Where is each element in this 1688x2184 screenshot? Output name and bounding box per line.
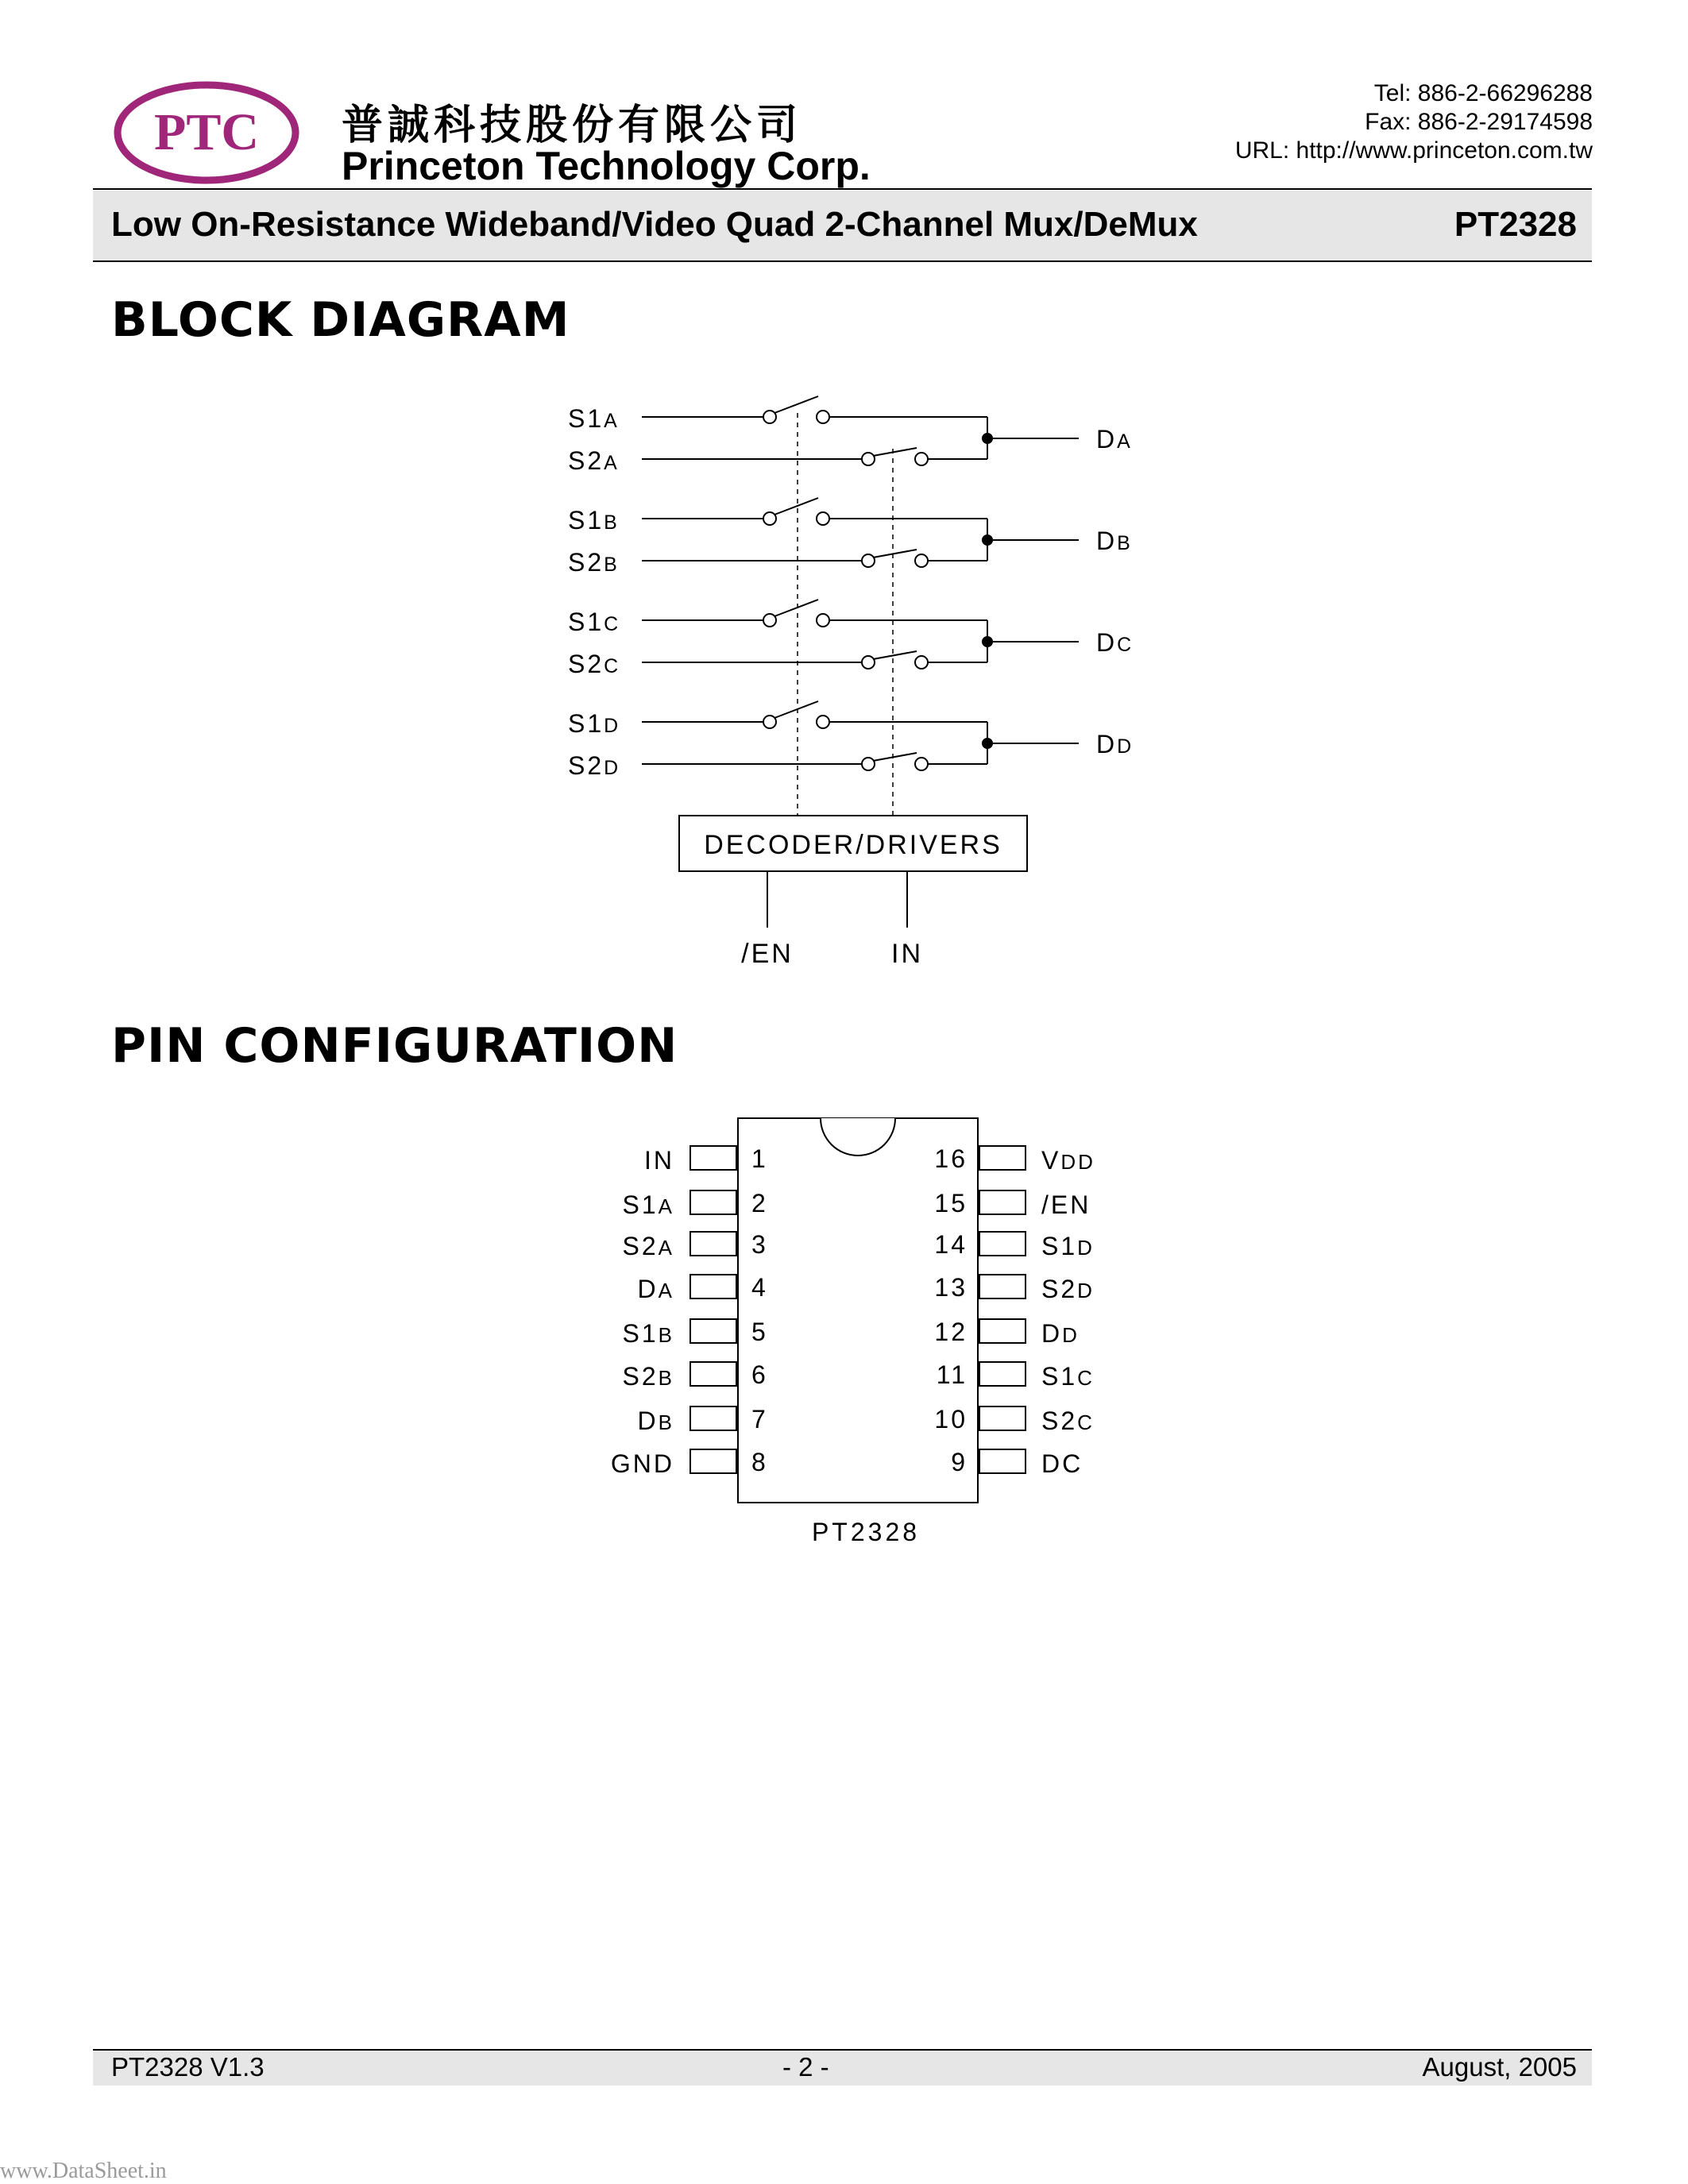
pin-number-2: 2 <box>751 1189 766 1217</box>
switch-blade <box>774 498 818 515</box>
pin-name-main: S2 <box>622 1232 659 1260</box>
pin-name-7 <box>638 1406 674 1435</box>
label-d-b-main: D <box>1096 527 1118 555</box>
switch-contact <box>817 411 829 423</box>
pin-name-8 <box>611 1449 674 1478</box>
switch-blade <box>774 701 818 718</box>
label-s2-b <box>568 548 620 577</box>
switch-blade <box>873 550 917 558</box>
label-s1-d <box>568 709 620 738</box>
pin-pad-8 <box>690 1449 736 1473</box>
pin-name-sub: C <box>1077 1366 1095 1390</box>
label-s1-d-sub: D <box>604 715 621 737</box>
pin-name-5 <box>623 1319 674 1348</box>
pin-number-7: 7 <box>751 1405 766 1433</box>
pin-number-9: 9 <box>951 1448 968 1476</box>
pin-name-main: S1 <box>1041 1232 1078 1260</box>
label-s2-c-sub: C <box>604 655 621 677</box>
pin-pad-13 <box>979 1275 1026 1298</box>
pin-pad-16 <box>979 1146 1026 1170</box>
footer-date: August, 2005 <box>1422 2052 1577 2082</box>
label-d-a-sub: A <box>1117 430 1133 453</box>
pin-name-sub: A <box>658 1194 674 1218</box>
pin-name-10 <box>1041 1406 1095 1435</box>
pin-name-1 <box>644 1146 674 1175</box>
pin-pad-4 <box>690 1275 736 1298</box>
label-s2-d <box>568 751 620 780</box>
pin-name-main: S2 <box>1041 1275 1078 1303</box>
pin-name-main: S2 <box>1041 1406 1078 1435</box>
pin-number-8: 8 <box>751 1448 766 1476</box>
switch-blade <box>774 600 818 616</box>
pin-name-sub: B <box>658 1410 674 1434</box>
contact-url: URL: http://www.princeton.com.tw <box>1234 137 1593 164</box>
pin-name-15 <box>1041 1190 1091 1219</box>
section-heading-pin-configuration: PIN CONFIGURATION <box>111 1018 678 1074</box>
switch-contact <box>862 453 875 465</box>
decoder-label: DECODER/DRIVERS <box>704 830 1002 860</box>
pin-configuration <box>611 1118 1095 1546</box>
switch-contact <box>763 411 776 423</box>
pin-name-main: /EN <box>1041 1190 1091 1219</box>
chip-body <box>738 1118 978 1503</box>
pin-name-2 <box>623 1190 674 1219</box>
pin-name-6 <box>623 1362 674 1391</box>
logo-text: PTC <box>154 103 259 161</box>
footer-version: PT2328 V1.3 <box>111 2052 265 2082</box>
switch-contact <box>862 758 875 770</box>
switch-blade <box>873 651 917 659</box>
pin-pad-10 <box>979 1406 1026 1430</box>
label-d-c-sub: C <box>1117 634 1134 656</box>
switch-contact <box>915 656 928 669</box>
pin-name-main: GND <box>610 1449 674 1478</box>
switch-contact <box>817 512 829 525</box>
pin-number-3: 3 <box>751 1230 766 1259</box>
pin-name-sub: D <box>1077 1236 1095 1260</box>
pin-pad-14 <box>979 1232 1026 1256</box>
switch-contact <box>915 758 928 770</box>
switch-contact <box>862 554 875 567</box>
label-d-a-main: D <box>1096 425 1118 453</box>
pin-pad-6 <box>690 1362 736 1386</box>
label-s1-b <box>568 506 620 534</box>
pin-name-12 <box>1041 1319 1080 1348</box>
pin-number-16: 16 <box>934 1144 968 1173</box>
label-d-d <box>1096 730 1134 758</box>
label-s1-c-sub: C <box>604 613 621 635</box>
label-s2-d-main: S2 <box>568 751 605 780</box>
pin-pad-9 <box>979 1449 1026 1473</box>
pin-number-5: 5 <box>751 1318 766 1346</box>
label-s1-c <box>568 608 620 636</box>
pin-pad-15 <box>979 1190 1026 1214</box>
chip-notch <box>821 1118 895 1156</box>
label-s2-d-sub: D <box>604 757 621 779</box>
pin-number-15: 15 <box>934 1189 968 1217</box>
pin-name-main: S1 <box>1041 1362 1078 1391</box>
part-number: PT2328 <box>1454 205 1577 244</box>
pin-name-sub: B <box>658 1366 674 1390</box>
label-d-d-main: D <box>1096 730 1118 758</box>
pin-name-main: S2 <box>622 1362 659 1391</box>
label-s2-c-main: S2 <box>568 650 605 678</box>
pin-name-3 <box>623 1232 674 1260</box>
pin-name-main: DC <box>1041 1449 1083 1478</box>
chip-label: PT2328 <box>811 1518 921 1546</box>
label-d-d-sub: D <box>1117 735 1134 758</box>
pin-number-12: 12 <box>934 1318 968 1346</box>
switch-contact <box>763 512 776 525</box>
switch-contact <box>817 614 829 627</box>
switch-contact <box>817 716 829 728</box>
pin-name-main: D <box>1041 1319 1063 1348</box>
pin-pad-5 <box>690 1319 736 1343</box>
pin-name-main: V <box>1041 1146 1061 1175</box>
label-d-c <box>1096 628 1134 657</box>
label-s2-a-sub: A <box>604 452 620 474</box>
label-s2-b-sub: B <box>604 554 620 576</box>
label-s1-c-main: S1 <box>568 608 605 636</box>
label-s1-b-main: S1 <box>568 506 605 534</box>
contact-tel: Tel: 886-2-66296288 <box>1373 80 1593 106</box>
switch-blade <box>873 448 917 456</box>
company-name-english: Princeton Technology Corp. <box>342 144 871 188</box>
pin-pad-7 <box>690 1406 736 1430</box>
switch-contact <box>915 453 928 465</box>
label-s1-b-sub: B <box>604 511 620 534</box>
switch-blade <box>873 753 917 761</box>
label-s1-a-sub: A <box>604 410 620 432</box>
pin-pad-2 <box>690 1190 736 1214</box>
pin-name-sub: D <box>1077 1279 1095 1302</box>
company-name-chinese: 普誠科技股份有限公司 <box>342 102 803 149</box>
pin-pad-3 <box>690 1232 736 1256</box>
label-s1-d-main: S1 <box>568 709 605 738</box>
label-d-b <box>1096 527 1133 555</box>
section-heading-block-diagram: BLOCK DIAGRAM <box>111 292 570 348</box>
switch-contact <box>915 554 928 567</box>
switch-contact <box>763 614 776 627</box>
label-s1-a-main: S1 <box>568 404 605 433</box>
pin-pad-1 <box>690 1146 736 1170</box>
footer-bar <box>93 2051 1592 2086</box>
document-title: Low On-Resistance Wideband/Video Quad 2-Channel Mux/DeMux <box>111 205 1198 244</box>
pin-name-main: S1 <box>622 1319 659 1348</box>
watermark: www.DataSheet.in <box>0 2159 167 2183</box>
pin-name-16 <box>1041 1146 1095 1175</box>
pin-number-11: 11 <box>936 1360 968 1389</box>
pin-name-main: D <box>637 1275 659 1303</box>
pin-name-main: D <box>637 1406 659 1435</box>
label-s2-a <box>568 446 620 475</box>
pin-name-sub: A <box>658 1236 674 1260</box>
label-s2-a-main: S2 <box>568 446 605 475</box>
switch-contact <box>763 716 776 728</box>
pin-name-11 <box>1041 1362 1095 1391</box>
input-label-en: /EN <box>741 939 794 969</box>
pin-pad-12 <box>979 1319 1026 1343</box>
pin-name-main: S1 <box>622 1190 659 1219</box>
pin-name-9 <box>1041 1449 1083 1478</box>
pin-pad-11 <box>979 1362 1026 1386</box>
pin-name-sub: A <box>658 1279 674 1302</box>
label-d-a <box>1096 425 1133 453</box>
pin-name-sub: C <box>1077 1410 1095 1434</box>
pin-number-13: 13 <box>934 1273 968 1302</box>
pin-name-4 <box>638 1275 674 1303</box>
pin-number-1: 1 <box>751 1144 766 1173</box>
label-s2-c <box>568 650 620 678</box>
pin-number-6: 6 <box>751 1360 766 1389</box>
pin-name-main: IN <box>644 1146 674 1175</box>
block-diagram <box>568 396 1134 969</box>
input-label-in: IN <box>891 939 923 969</box>
pin-number-10: 10 <box>934 1405 968 1433</box>
switch-contact <box>862 656 875 669</box>
pin-name-sub: D <box>1062 1323 1080 1347</box>
label-s1-a <box>568 404 620 433</box>
label-d-b-sub: B <box>1117 532 1133 554</box>
pin-name-sub: DD <box>1060 1150 1095 1174</box>
pin-name-sub: B <box>658 1323 674 1347</box>
pin-name-14 <box>1041 1232 1095 1260</box>
pin-number-14: 14 <box>934 1230 968 1259</box>
label-s2-b-main: S2 <box>568 548 605 577</box>
label-d-c-main: D <box>1096 628 1118 657</box>
switch-blade <box>774 396 818 413</box>
contact-fax: Fax: 886-2-29174598 <box>1365 109 1593 135</box>
footer-page-number: - 2 - <box>782 2052 829 2082</box>
pin-name-13 <box>1041 1275 1095 1303</box>
pin-number-4: 4 <box>751 1273 766 1302</box>
